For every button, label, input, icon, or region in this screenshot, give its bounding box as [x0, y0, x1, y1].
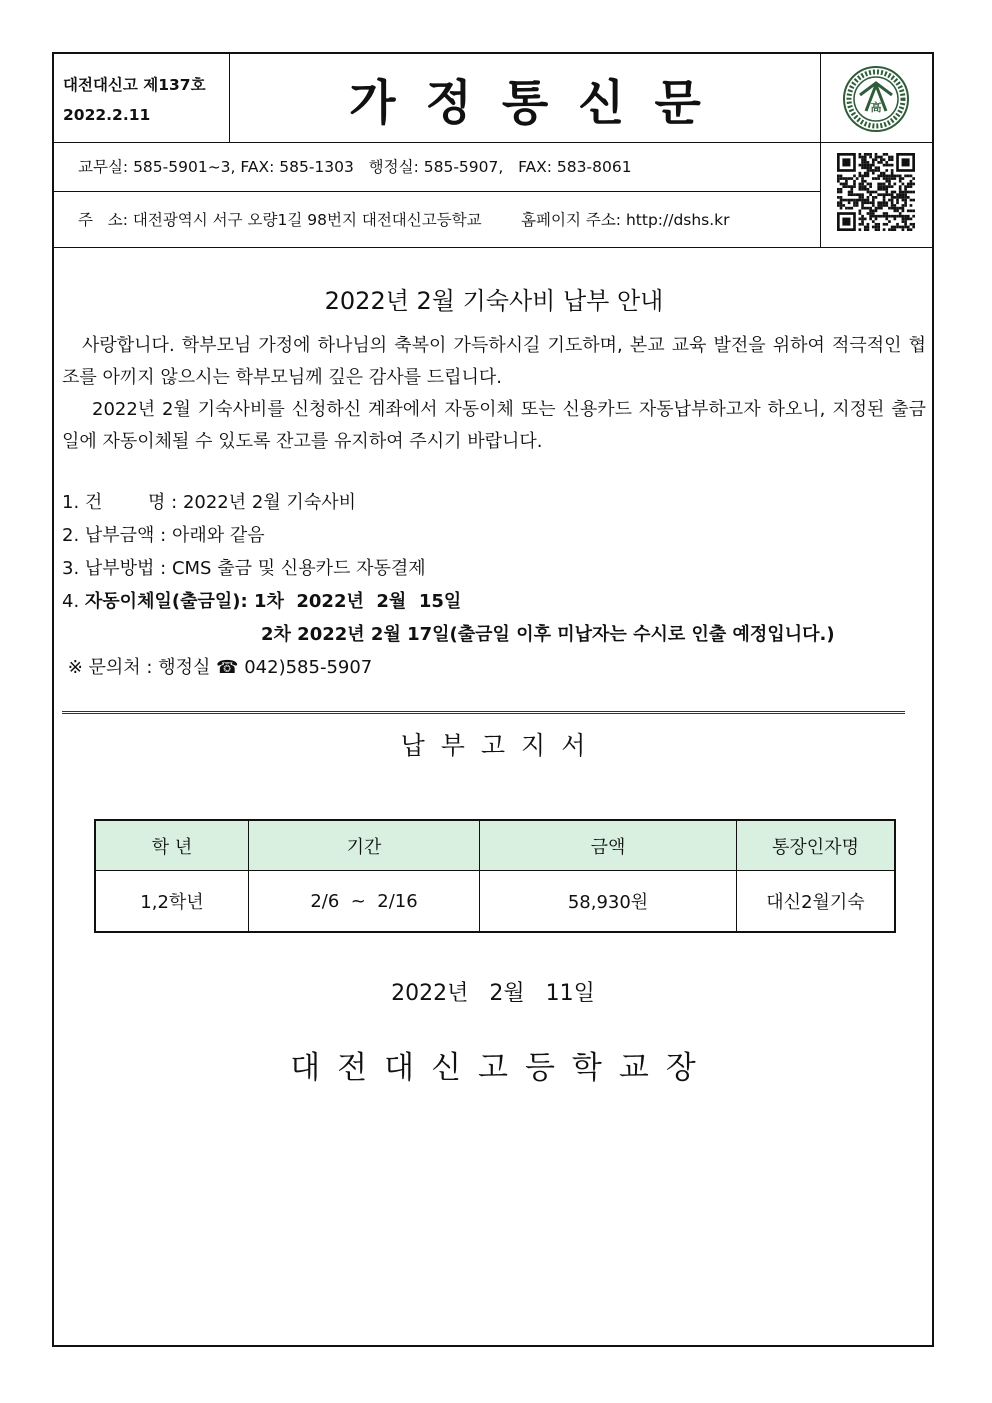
greeting-paragraph: 사랑합니다. 학부모님 가정에 하나님의 축복이 가득하시길 기도하며, 본교 교육 발전을 위하여 적극적인 협조를 아끼지 않으시는 학부모님께 깊은 감사를 드립니다.: [62, 335, 926, 388]
header-period: 기간: [249, 820, 480, 871]
item-amount: 2. 납부금액 : 아래와 같음: [62, 525, 265, 546]
billing-title: 납부고지서: [400, 731, 602, 760]
header-account-name: 통장인자명: [737, 820, 896, 871]
issue-footer-date: 2022년 2월 11일: [391, 981, 595, 1006]
principal-signature: 대전대신고등학교장: [290, 1050, 713, 1086]
header-row: [54, 54, 932, 143]
qr-code-icon[interactable]: [837, 153, 915, 231]
item-transfer-date: [62, 585, 926, 618]
billing-table: [94, 819, 896, 933]
contact-line: 교무실: 585-5901~3, FAX: 585-1303 행정실: 585-5907, FAX: 583-8061: [54, 143, 820, 192]
cell-amount: 58,930원: [480, 871, 737, 933]
item4-second-date: 2차 2022년 2월 17일(출금일 이후 미납자는 수시로 인출 예정입니다.): [261, 624, 835, 645]
cell-grade: 1,2학년: [95, 871, 249, 933]
billing-header-row: [95, 820, 895, 871]
issue-info: [54, 54, 230, 142]
header-amount: 금액: [480, 820, 737, 871]
school-logo-cell: [820, 54, 933, 142]
payment-paragraph: 2022년 2월 기숙사비를 신청하신 계좌에서 자동이체 또는 신용카드 자동납부하고자 하오니, 지정된 출금일에 자동이체될 수 있도록 잔고를 유지하여 주시기 바랍니다.: [62, 399, 926, 452]
cell-period: 2/6 ~ 2/16: [249, 871, 480, 933]
item-list: [62, 486, 926, 684]
svg-text:高: 高: [870, 101, 882, 114]
item4-prefix: 4.: [62, 591, 85, 612]
header-grade: 학 년: [95, 820, 249, 871]
table-row: [95, 871, 895, 933]
qr-code-cell: [820, 143, 932, 248]
cell-account-name: 대신2월기숙: [737, 871, 896, 933]
item-subject: 1. 건 명 : 2022년 2월 기숙사비: [62, 492, 356, 513]
item4-first-date: 1차 2022년 2월 15일: [247, 591, 462, 612]
double-divider: [62, 711, 905, 714]
issue-number: 대전대신고 제137호: [63, 76, 206, 94]
school-emblem-icon: [842, 65, 910, 133]
address-line: 주 소: 대전광역시 서구 오량1길 98번지 대전대신고등학교 홈페이지 주소: http://dshs.kr: [54, 193, 820, 248]
notice-title: 2022년 2월 기숙사비 납부 안내: [324, 287, 664, 315]
issue-date: 2022.2.11: [63, 106, 151, 124]
item4-label: 자동이체일(출금일):: [84, 591, 248, 612]
newsletter-title: 가정통신문: [349, 74, 731, 131]
document-frame: [52, 52, 934, 1347]
notice-body: [62, 249, 926, 684]
item-method: 3. 납부방법 : CMS 출금 및 신용카드 자동결제: [62, 558, 426, 579]
inquiry-line: ※ 문의처 : 행정실 ☎ 042)585-5907: [62, 657, 373, 678]
